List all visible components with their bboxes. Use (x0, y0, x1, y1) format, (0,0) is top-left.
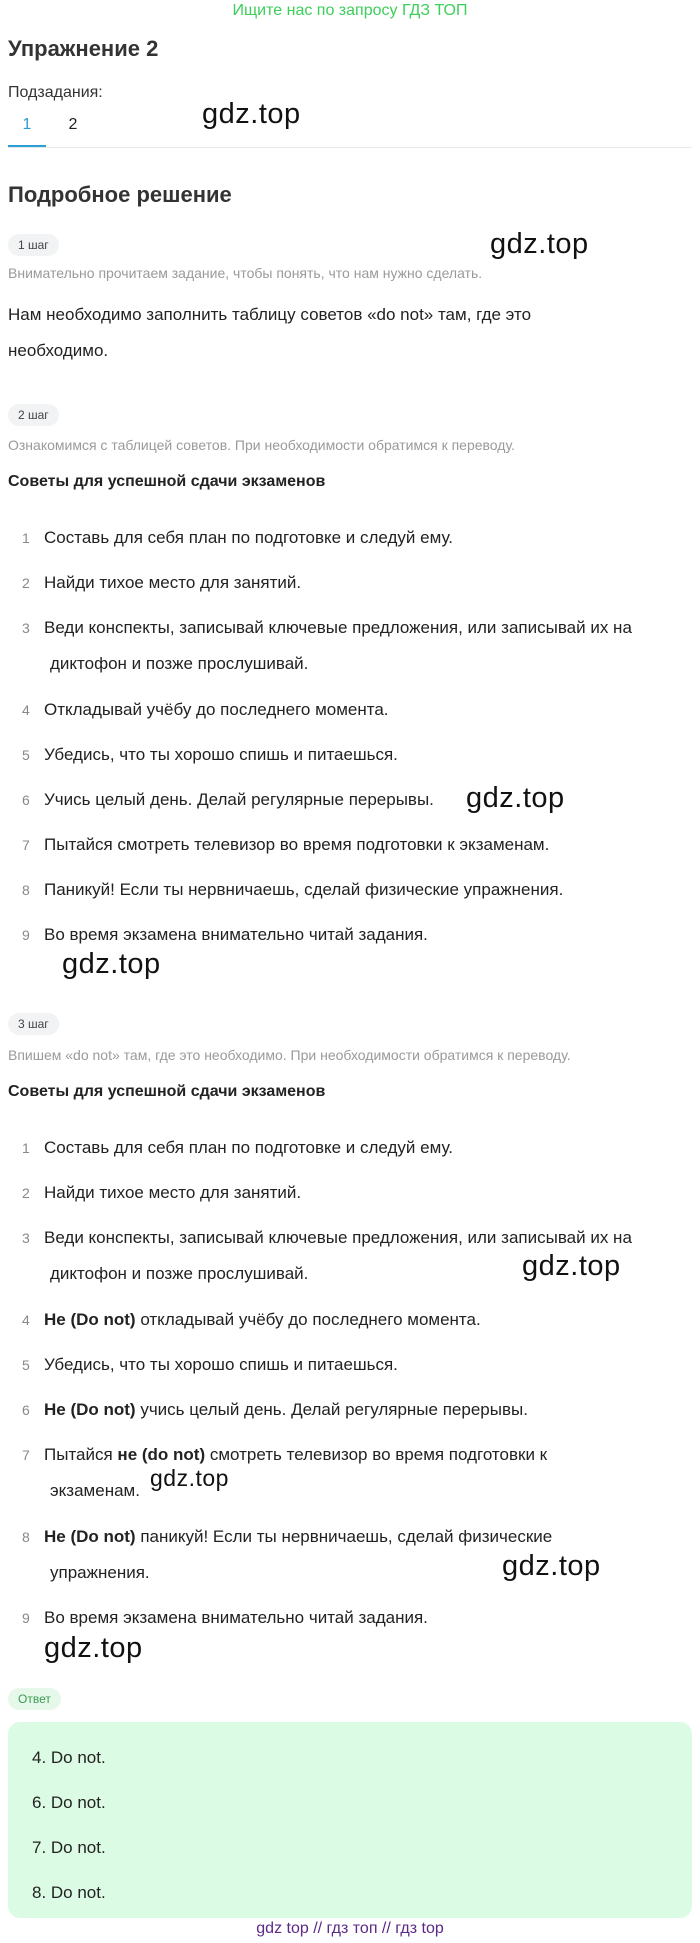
item-number: 2 (22, 1185, 30, 1201)
exercise-title: Упражнение 2 (8, 36, 159, 61)
item-number: 8 (22, 1529, 30, 1545)
watermark: gdz.top (522, 1250, 621, 1282)
item-text (44, 1437, 694, 1473)
item-number: 3 (22, 620, 30, 636)
step-1-line-1: Нам необходимо заполнить таблицу советов «do not» там, где это (8, 305, 532, 324)
step-3-badge: 3 шаг (8, 1013, 59, 1035)
item-text: Во время экзамена внимательно читай задания. (44, 925, 428, 944)
item-number: 2 (22, 575, 30, 591)
item-number: 8 (22, 882, 30, 898)
item-text: Составь для себя план по подготовке и следуй ему. (44, 1138, 454, 1157)
step-2-badge: 2 шаг (8, 404, 59, 426)
step-1-hint: Внимательно прочитаем задание, чтобы понять, что нам нужно сделать. (8, 265, 483, 281)
item-text: Найди тихое место для занятий. (44, 1183, 302, 1202)
watermark: gdz.top (502, 1550, 601, 1582)
item-text-continued: экзаменам. (50, 1481, 140, 1500)
do-not-bold: Не (Do not) (44, 1310, 136, 1329)
solution-title: Подробное решение (8, 182, 232, 207)
item-text: Паникуй! Если ты нервничаешь, сделай физические упражнения. (44, 880, 564, 899)
item-number: 1 (22, 1140, 30, 1156)
do-not-bold: не (do not) (117, 1445, 206, 1464)
item-text: Убедись, что ты хорошо спишь и питаешься. (44, 745, 398, 764)
item-text-rest: паникуй! Если ты нервничаешь, сделай физические (135, 1527, 553, 1546)
item-number: 9 (22, 1610, 30, 1626)
item-text-rest: откладывай учёбу до последнего момента. (135, 1310, 481, 1329)
item-text: Веди конспекты, записывай ключевые предложения, или записывай их на (44, 618, 632, 637)
item-text: Убедись, что ты хорошо спишь и питаешься. (44, 1355, 398, 1374)
item-number: 4 (22, 702, 30, 718)
step-1-line-2: необходимо. (8, 341, 109, 360)
step-3-hint: Впишем «do not» там, где это необходимо. При необходимости обратимся к переводу. (8, 1047, 571, 1063)
item-text-rest: учись целый день. Делай регулярные перерывы. (135, 1400, 528, 1419)
item-number: 1 (22, 530, 30, 546)
item-text (44, 1392, 694, 1428)
subtasks-label: Подзадания: (8, 84, 103, 101)
answer-line-1: 4. Do not. (32, 1748, 106, 1767)
item-text-pre: Пытайся (44, 1445, 118, 1464)
step-1-badge: 1 шаг (8, 234, 59, 256)
item-number: 3 (22, 1230, 30, 1246)
top-banner[interactable]: Ищите нас по запросу ГДЗ ТОП (232, 2, 468, 19)
item-number: 6 (22, 792, 30, 808)
answer-badge: Ответ (8, 1688, 61, 1710)
do-not-bold: Не (Do not) (44, 1527, 136, 1546)
item-text: Пытайся смотреть телевизор во время подготовки к экзаменам. (44, 835, 550, 854)
step-2-hint: Ознакомимся с таблицей советов. При необходимости обратимся к переводу. (8, 437, 515, 453)
watermark: gdz.top (44, 1632, 143, 1664)
step-2-list-title: Советы для успешной сдачи экзаменов (8, 473, 326, 490)
item-number: 9 (22, 927, 30, 943)
watermark: gdz.top (466, 782, 565, 814)
do-not-bold: Не (Do not) (44, 1400, 136, 1419)
item-text: Во время экзамена внимательно читай задания. (44, 1608, 428, 1627)
tab-subtask-2[interactable]: 2 (68, 116, 78, 133)
item-text: Составь для себя план по подготовке и следуй ему. (44, 528, 454, 547)
item-text-continued: диктофон и позже прослушивай. (50, 1264, 309, 1283)
item-number: 7 (22, 837, 30, 853)
watermark: gdz.top (202, 98, 301, 130)
answer-line-3: 7. Do not. (32, 1838, 106, 1857)
footer-links[interactable]: gdz top // гдз топ // гдз top (256, 1920, 444, 1937)
item-number: 5 (22, 747, 30, 763)
step-1-text (8, 297, 608, 369)
watermark: gdz.top (150, 1465, 229, 1491)
item-text: Учись целый день. Делай регулярные перерывы. (44, 790, 434, 809)
step-3-list-title: Советы для успешной сдачи экзаменов (8, 1083, 326, 1100)
tab-subtask-1[interactable]: 1 (8, 116, 46, 147)
item-number: 4 (22, 1312, 30, 1328)
answer-line-4: 8. Do not. (32, 1883, 106, 1902)
item-text-continued: диктофон и позже прослушивай. (50, 654, 309, 673)
item-text (44, 1302, 694, 1338)
watermark: gdz.top (490, 228, 589, 260)
item-number: 7 (22, 1447, 30, 1463)
answer-line-2: 6. Do not. (32, 1793, 106, 1812)
item-text-rest: смотреть телевизор во время подготовки к (205, 1445, 548, 1464)
subtask-tabs (8, 114, 692, 148)
answer-box (8, 1722, 692, 1918)
item-number: 6 (22, 1402, 30, 1418)
item-number: 5 (22, 1357, 30, 1373)
item-text: Откладывай учёбу до последнего момента. (44, 700, 389, 719)
item-text-continued: упражнения. (50, 1563, 150, 1582)
item-text: Веди конспекты, записывай ключевые предложения, или записывай их на (44, 1228, 632, 1247)
watermark: gdz.top (62, 948, 161, 980)
item-text: Найди тихое место для занятий. (44, 573, 302, 592)
